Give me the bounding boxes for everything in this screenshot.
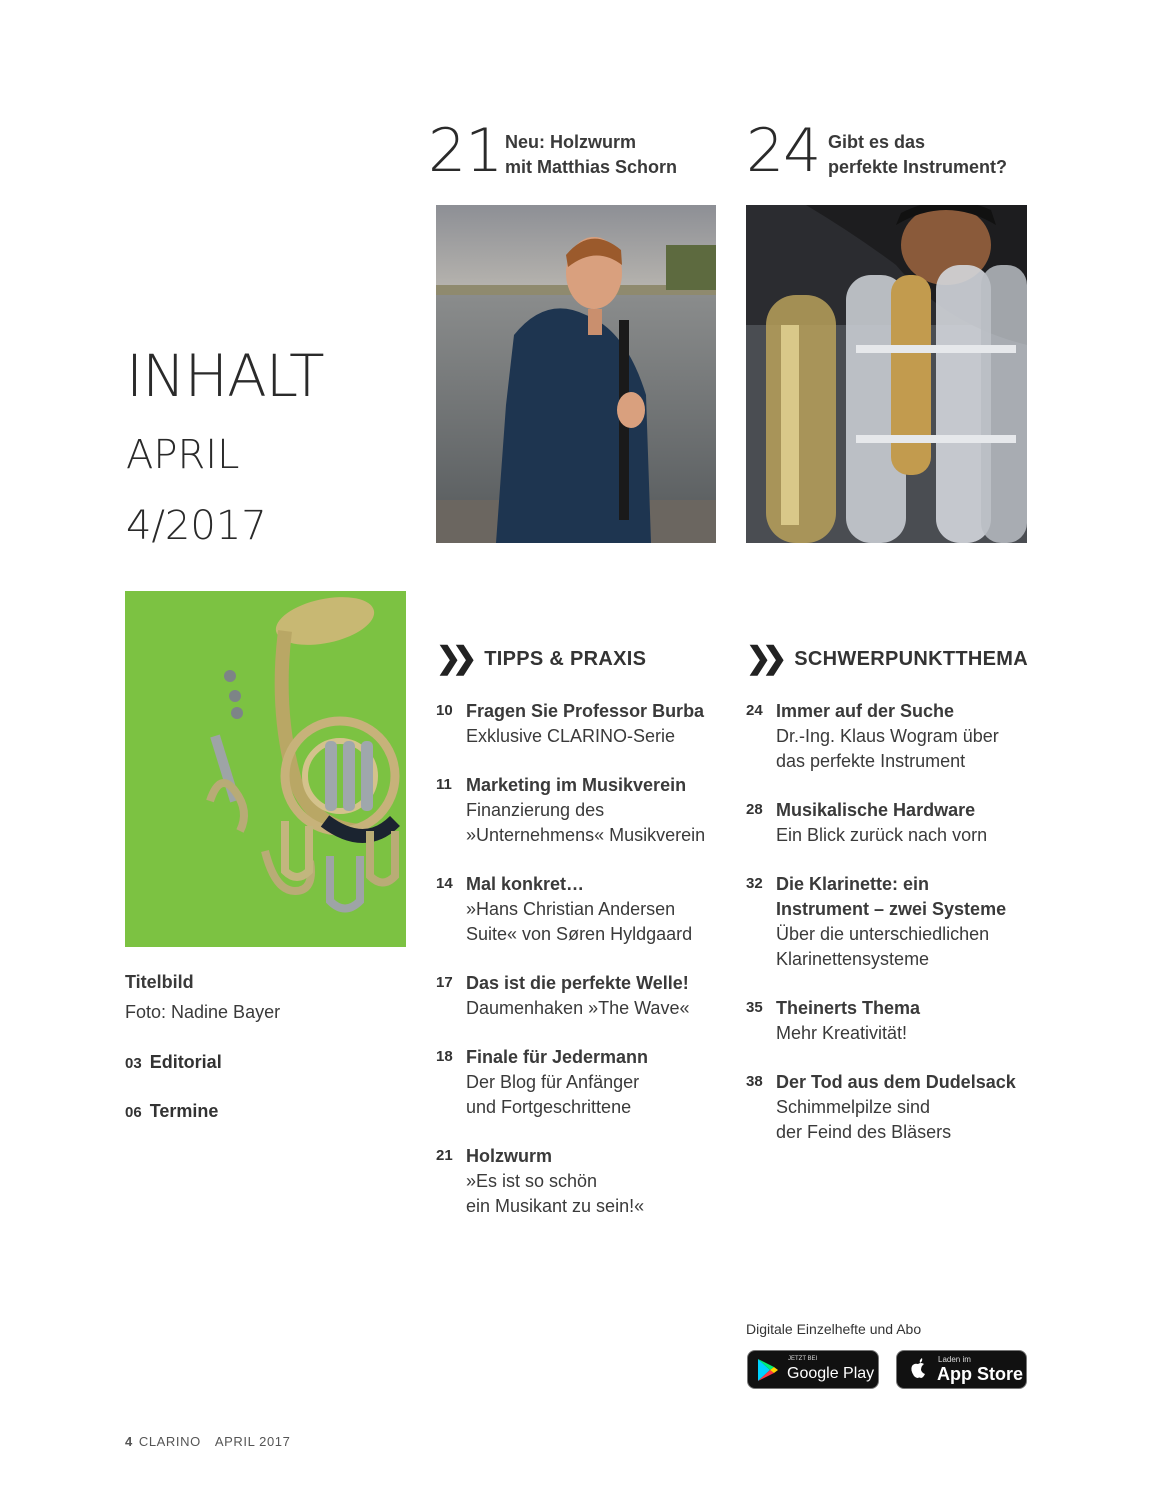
- trumpets-photo: [746, 205, 1027, 543]
- section-head-tipps: [436, 642, 647, 675]
- toc-entry-title: Der Tod aus dem Dudelsack: [776, 1072, 1016, 1092]
- double-chevron-icon: ❯❯: [436, 642, 469, 675]
- app-store-badge[interactable]: [896, 1350, 1027, 1389]
- feature-1-title-line2: mit Matthias Schorn: [505, 157, 678, 177]
- cover-caption: [125, 967, 280, 1027]
- google-play-badge[interactable]: [747, 1350, 879, 1389]
- toc-entry-line: Suite« von Søren Hyldgaard: [466, 924, 693, 944]
- cover-photo: [125, 591, 406, 947]
- toc-entry-title: Fragen Sie Professor Burba: [466, 701, 705, 721]
- app-store-small-text: Laden im: [938, 1355, 971, 1364]
- footer-page-number: 4: [125, 1434, 133, 1449]
- feature-2-page-number: 24: [746, 116, 821, 186]
- section-heading: SCHWERPUNKTTHEMA: [794, 647, 1028, 670]
- toc-entry-page: 17: [436, 974, 453, 991]
- toc-entry-line: Der Blog für Anfänger: [466, 1072, 640, 1092]
- toc-entry-line: Exklusive CLARINO-Serie: [466, 726, 676, 746]
- toc-entry-page: 18: [436, 1048, 453, 1065]
- stores-caption: Digitale Einzelhefte und Abo: [746, 1321, 922, 1337]
- toc-entry-title: Musikalische Hardware: [776, 800, 976, 820]
- left-item-title: Editorial: [149, 1052, 222, 1072]
- toc-entry-title-line2: Instrument – zwei Systeme: [776, 899, 1007, 919]
- footer-date: APRIL 2017: [214, 1434, 291, 1449]
- left-item-number: 06: [125, 1104, 142, 1121]
- clarinetist-photo: [436, 205, 716, 543]
- toc-entry[interactable]: [436, 1045, 736, 1120]
- toc-entry-page: 10: [436, 702, 453, 719]
- toc-entry-title: Immer auf der Suche: [776, 701, 955, 721]
- apple-icon: [908, 1356, 928, 1385]
- section-heading: TIPPS & PRAXIS: [484, 647, 647, 670]
- toc-entry-line: Finanzierung des: [466, 800, 605, 820]
- toc-entry-line: und Fortgeschrittene: [466, 1097, 632, 1117]
- toc-entry[interactable]: [436, 699, 736, 749]
- toc-entry-page: 14: [436, 875, 453, 892]
- google-play-icon: [757, 1358, 779, 1387]
- toc-entry-line: Ein Blick zurück nach vorn: [776, 825, 988, 845]
- feature-1-page-number: 21: [428, 116, 503, 186]
- cover-credit: Foto: Nadine Bayer: [125, 1002, 281, 1022]
- toc-title: INHALT: [126, 342, 324, 410]
- google-play-small-text: JETZT BEI: [788, 1356, 818, 1362]
- toc-entry[interactable]: [746, 1070, 1046, 1145]
- toc-entry-line: »Es ist so schön: [466, 1171, 598, 1191]
- toc-entry-page: 24: [746, 702, 763, 719]
- footer-magazine: CLARINO: [138, 1434, 201, 1449]
- feature-2-title-line2: perfekte Instrument?: [828, 157, 1008, 177]
- section-head-schwerpunkt: [746, 642, 1028, 675]
- page-footer: [125, 1434, 290, 1449]
- feature-1-title: [505, 130, 677, 180]
- toc-entry[interactable]: [746, 872, 1046, 972]
- toc-entry-title: Holzwurm: [466, 1146, 553, 1166]
- toc-entry-line: ein Musikant zu sein!«: [466, 1196, 645, 1216]
- toc-entry[interactable]: [436, 872, 736, 947]
- issue-month: APRIL: [126, 432, 240, 478]
- toc-entry-line: Mehr Kreativität!: [776, 1023, 908, 1043]
- feature-2-title-line1: Gibt es das: [828, 132, 926, 152]
- toc-entry-title: Das ist die perfekte Welle!: [466, 973, 689, 993]
- toc-entry-page: 21: [436, 1147, 453, 1164]
- left-item-editorial[interactable]: [125, 1052, 222, 1073]
- toc-entry[interactable]: [436, 971, 736, 1021]
- issue-number: 4/2017: [126, 503, 267, 549]
- toc-entry-line: »Hans Christian Andersen: [466, 899, 676, 919]
- toc-entry-page: 32: [746, 875, 763, 892]
- toc-entry-line: »Unternehmens« Musikverein: [466, 825, 706, 845]
- toc-entry-page: 28: [746, 801, 763, 818]
- toc-entry[interactable]: [746, 996, 1046, 1046]
- toc-entry-title: Theinerts Thema: [776, 998, 921, 1018]
- toc-entry-line: Klarinettensysteme: [776, 949, 930, 969]
- feature-2-title: [828, 130, 1007, 180]
- toc-entry-page: 11: [436, 776, 452, 793]
- google-play-label: Google Play: [787, 1365, 875, 1382]
- toc-entry-line: Daumenhaken »The Wave«: [466, 998, 690, 1018]
- toc-entry-title: Finale für Jedermann: [466, 1047, 649, 1067]
- feature-1-title-line1: Neu: Holzwurm: [505, 132, 637, 152]
- cover-label: Titelbild: [125, 972, 194, 992]
- toc-entry[interactable]: [746, 699, 1046, 774]
- toc-entry[interactable]: [436, 773, 736, 848]
- toc-entry-title: Marketing im Musikverein: [466, 775, 687, 795]
- toc-entry-line: das perfekte Instrument: [776, 751, 966, 771]
- toc-entry[interactable]: [436, 1144, 736, 1219]
- toc-entry-line: der Feind des Bläsers: [776, 1122, 952, 1142]
- left-item-termine[interactable]: [125, 1101, 218, 1122]
- toc-entry[interactable]: [746, 798, 1046, 848]
- left-item-title: Termine: [149, 1101, 219, 1121]
- double-chevron-icon: ❯❯: [746, 642, 779, 675]
- app-store-label: App Store: [937, 1364, 1024, 1384]
- toc-entry-line: Dr.-Ing. Klaus Wogram über: [776, 726, 999, 746]
- toc-entry-line: Schimmelpilze sind: [776, 1097, 931, 1117]
- toc-entry-title: Mal konkret…: [466, 874, 585, 894]
- toc-entry-line: Über die unterschiedlichen: [776, 924, 990, 944]
- toc-entry-page: 35: [746, 999, 763, 1016]
- toc-entry-title: Die Klarinette: ein: [776, 874, 930, 894]
- left-item-number: 03: [125, 1055, 142, 1072]
- toc-entry-page: 38: [746, 1073, 763, 1090]
